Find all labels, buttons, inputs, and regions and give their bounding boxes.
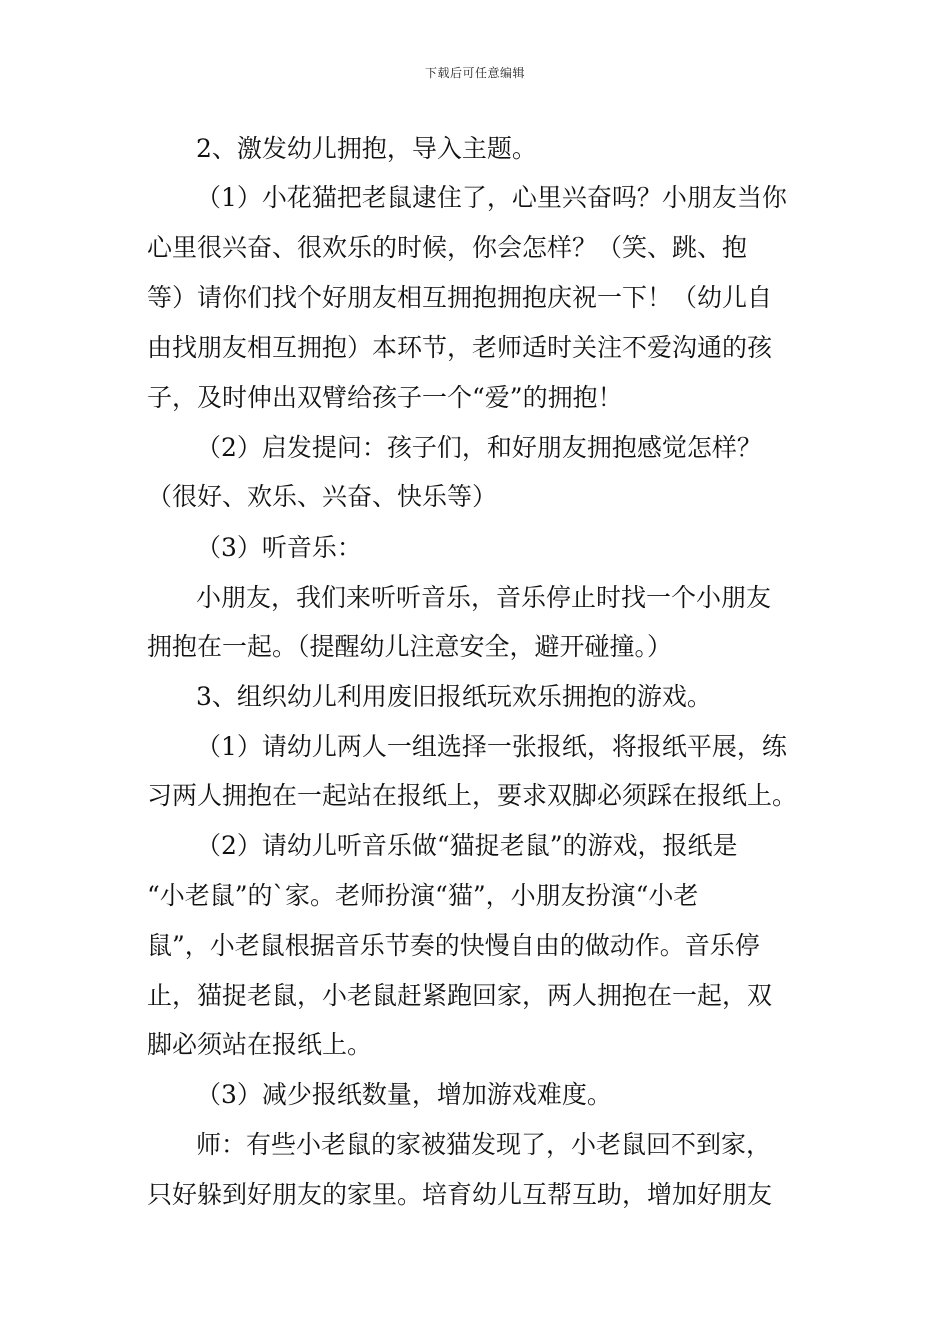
paragraph-line: （2）启发提问：孩子们，和好朋友拥抱感觉怎样？ [196,433,762,462]
paragraph-line: 拥抱在一起。（提醒幼儿注意安全，避开碰撞。） [147,632,673,661]
page-header: 下载后可任意编辑 [424,66,525,80]
paragraph-line: 等）请你们找个好朋友相互拥抱拥抱庆祝一下！（幼儿自 [147,283,773,312]
paragraph-line: 子，及时伸出双臂给孩子一个“爱”的拥抱！ [147,383,623,412]
paragraph-line: （很好、欢乐、兴奋、快乐等） [147,482,498,511]
paragraph-line: （3）听音乐： [196,533,362,562]
paragraph-line: （1）请幼儿两人一组选择一张报纸，将报纸平展，练 [196,732,787,761]
paragraph-line: 小朋友，我们来听听音乐，音乐停止时找一个小朋友 [196,583,772,612]
paragraph-line: 由找朋友相互拥抱）本环节，老师适时关注不爱沟通的孩 [147,333,773,362]
paragraph-line: 习两人拥抱在一起站在报纸上，要求双脚必须踩在报纸上。 [147,781,798,810]
paragraph-line: 心里很兴奋、很欢乐的时候，你会怎样？（笑、跳、抱 [147,233,748,262]
paragraph-line: 鼠”，小老鼠根据音乐节奏的快慢自由的做动作。音乐停 [147,931,760,960]
paragraph-line: 3、组织幼儿利用废旧报纸玩欢乐拥抱的游戏。 [196,682,712,711]
paragraph-line: 止，猫捉老鼠，小老鼠赶紧跑回家，两人拥抱在一起，双 [147,981,773,1010]
paragraph-line: （3）减少报纸数量，增加游戏难度。 [196,1080,612,1109]
paragraph-line: 2、激发幼儿拥抱，导入主题。 [196,134,537,163]
paragraph-line: （2）请幼儿听音乐做“猫捉老鼠”的游戏，报纸是 [196,831,738,860]
paragraph-line: 脚必须站在报纸上。 [147,1030,373,1059]
paragraph-line: 师：有些小老鼠的家被猫发现了，小老鼠回不到家， [196,1130,772,1159]
paragraph-line: （1）小花猫把老鼠逮住了，心里兴奋吗？小朋友当你 [196,183,787,212]
paragraph-line: 只好躲到好朋友的家里。培育幼儿互帮互助，增加好朋友 [147,1180,773,1209]
paragraph-line: “小老鼠”的`家。老师扮演“猫”，小朋友扮演“小老 [147,881,699,910]
